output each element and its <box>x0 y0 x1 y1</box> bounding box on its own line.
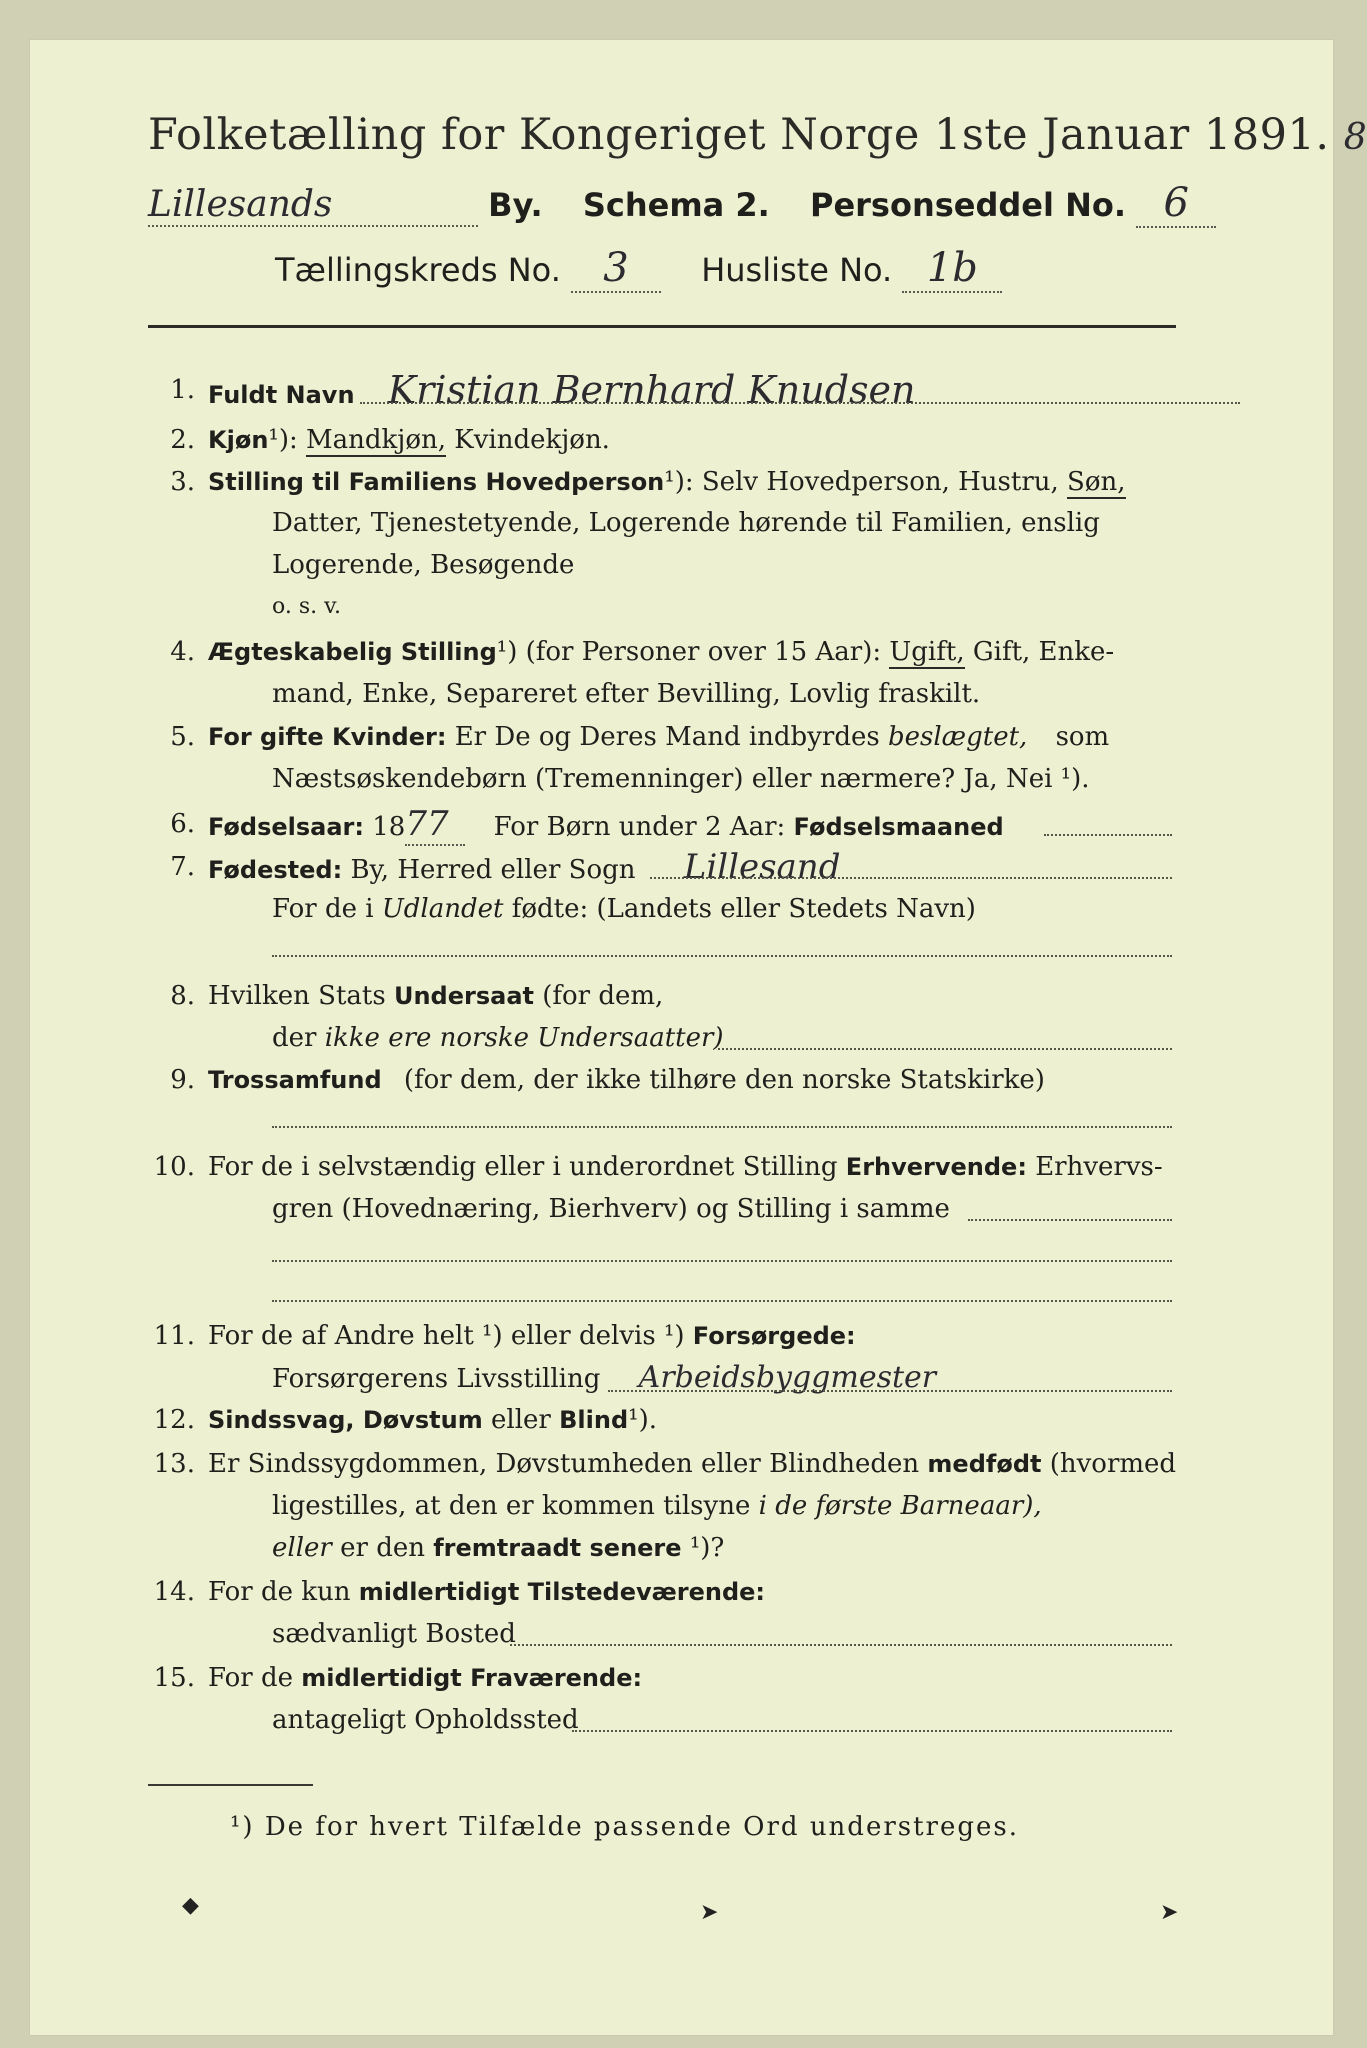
item-3-line-2: Datter, Tjenestetyende, Logerende hørende til Familien, enslig <box>272 508 1100 538</box>
full-name-line <box>360 402 1240 404</box>
item-7-line-2 <box>272 889 976 929</box>
item-3-line-3: Logerende, Besøgende <box>272 550 575 580</box>
occupation-erhvervs: Erhvervs- <box>1035 1152 1163 1182</box>
citizenship-der: der <box>272 1023 317 1053</box>
item-5-number: 5. <box>170 722 195 752</box>
gender-male-underlined: Mandkjøn, <box>306 425 446 455</box>
item-10-line-1 <box>208 1147 1163 1187</box>
temp-absent-label: midlertidigt Fraværende: <box>301 1664 643 1692</box>
item-8-line-2 <box>272 1018 724 1058</box>
item-2 <box>208 420 610 460</box>
congenital-line2: ligestilles, at den er kommen tilsyne <box>272 1491 751 1521</box>
item-15-line-1 <box>208 1658 642 1698</box>
item-14-line-1 <box>208 1572 765 1612</box>
footnote: ¹) De for hvert Tilfælde passende Ord understreges. <box>230 1812 1020 1842</box>
birthplace-value: Lillesand <box>683 847 841 887</box>
usual-residence-line <box>510 1644 1172 1646</box>
married-women-prefix: For <box>208 723 252 751</box>
item-7-number: 7. <box>170 852 195 882</box>
married-women-label: gifte Kvinder: <box>260 723 447 751</box>
birthplace-question: By, Herred eller Sogn <box>350 855 636 885</box>
item-9-number: 9. <box>170 1065 195 1095</box>
occupation-line-2 <box>272 1260 1172 1262</box>
form-title <box>148 110 1367 160</box>
punch-mark-left-icon: ◆ <box>182 1893 199 1918</box>
family-position-label: Stilling til Familiens Hovedperson <box>208 468 665 496</box>
taellingskreds-label: Tællingskreds No. <box>275 251 561 289</box>
item-8-number: 8. <box>170 981 195 1011</box>
birth-month-label: Fødselsmaaned <box>793 813 1004 841</box>
item-15-line-2: antageligt Opholdssted <box>272 1705 579 1735</box>
item-11-line-1 <box>208 1316 856 1356</box>
probable-residence-line <box>572 1730 1172 1732</box>
congenital-label: medfødt <box>927 1450 1042 1478</box>
congenital-line3: er den <box>340 1533 425 1563</box>
congenital-question: Er Sindssygdommen, Døvstumheden eller Blindheden <box>208 1449 920 1479</box>
item-13-line-2 <box>272 1486 1042 1526</box>
item-1-number: 1. <box>170 375 195 405</box>
item-3-line-4: o. s. v. <box>272 594 341 619</box>
footnote-rule <box>148 1784 313 1786</box>
birth-year-label: Fødselsaar: <box>208 813 364 841</box>
header-row-counts <box>275 245 1175 295</box>
item-4-line-1 <box>208 632 1114 672</box>
disability-eller: eller <box>491 1405 551 1435</box>
full-name-value: Kristian Bernhard Knudsen <box>387 368 916 412</box>
provider-occupation-value: Arbeidsbyggmester <box>638 1360 937 1395</box>
provider-occupation-line <box>608 1388 1172 1392</box>
item-13-number: 13. <box>153 1449 195 1479</box>
congenital-sup: ¹)? <box>689 1533 725 1563</box>
schema-label: Schema 2. <box>582 186 770 224</box>
item-9 <box>208 1060 1045 1100</box>
blind-label: Blind <box>559 1406 629 1434</box>
citizenship-italic: ikke ere norske Undersaatter) <box>324 1023 724 1053</box>
family-position-son-underlined: Søn, <box>1067 467 1126 497</box>
abroad-line <box>272 955 1172 957</box>
item-4-line-2: mand, Enke, Separeret efter Bevilling, Lovlig fraskilt. <box>272 679 981 709</box>
marital-status-sup: ¹) <box>496 637 518 667</box>
marital-status-label: Ægteskabelig Stilling <box>208 638 497 666</box>
item-14-number: 14. <box>153 1577 195 1607</box>
disability-sup: ¹). <box>628 1405 657 1435</box>
item-15-number: 15. <box>153 1663 195 1693</box>
header-divider <box>148 325 1176 328</box>
citizenship-label: Undersaat <box>393 982 534 1010</box>
birthplace-label: Fødested: <box>208 856 343 884</box>
item-3-number: 3. <box>170 467 195 497</box>
acquired-later-label: fremtraadt senere <box>433 1534 682 1562</box>
item-10-number: 10. <box>153 1152 195 1182</box>
item-14-line-2: sædvanligt Bosted <box>272 1619 516 1649</box>
item-1 <box>208 370 916 415</box>
marital-status-condition: (for Personer over 15 Aar): <box>525 637 882 667</box>
family-position-sup: ¹): <box>664 467 694 497</box>
husliste-number: 1b <box>902 245 1002 293</box>
birth-year-value: 77 <box>405 804 465 846</box>
gender-sup: ¹): <box>268 425 298 455</box>
gender-female: Kvindekjøn. <box>446 425 610 455</box>
abroad-italic: Udlandet <box>381 894 504 924</box>
item-6 <box>208 804 1004 847</box>
abroad-question: fødte: (Landets eller Stedets Navn) <box>511 894 976 924</box>
gender-label: Kjøn <box>208 426 269 454</box>
item-6-number: 6. <box>170 809 195 839</box>
temp-present-prefix: For de kun <box>208 1577 351 1607</box>
birth-month-condition: For Børn under 2 Aar: <box>493 812 786 842</box>
taellingskreds-number: 3 <box>571 245 661 293</box>
temp-absent-prefix: For de <box>208 1663 293 1693</box>
family-position-options: Selv Hovedperson, Hustru, <box>701 467 1059 497</box>
birthplace-line <box>650 877 1172 879</box>
full-name-label: Fuldt Navn <box>208 381 355 409</box>
by-label: By. <box>488 186 543 224</box>
occupation-label: Erhvervende: <box>845 1153 1027 1181</box>
congenital-hvormed: (hvormed <box>1049 1449 1177 1479</box>
item-13-line-1 <box>208 1444 1176 1484</box>
congenital-eller: eller <box>272 1533 332 1563</box>
birth-year-prefix: 18 <box>372 812 406 842</box>
supported-prefix: For de af Andre helt ¹) eller delvis ¹) <box>208 1321 685 1351</box>
personseddel-number: 6 <box>1136 180 1216 228</box>
item-11-line-2 <box>272 1358 936 1399</box>
item-11-number: 11. <box>153 1321 195 1351</box>
item-13-line-3 <box>272 1528 724 1568</box>
marital-status-options: Gift, Enke- <box>972 637 1115 667</box>
form-title-text: Folketælling for Kongeriget Norge 1ste Januar 1891. <box>148 110 1330 160</box>
citizenship-condition: (for dem, <box>542 981 664 1011</box>
marital-status-unmarried-underlined: Ugift, <box>889 637 965 667</box>
religion-line <box>272 1126 1172 1128</box>
item-5-line-1 <box>208 717 1109 757</box>
married-women-related: beslægtet, <box>887 722 1028 752</box>
religion-condition: (for dem, der ikke tilhøre den norske Statskirke) <box>403 1065 1045 1095</box>
town-name-handwritten: Lillesands <box>148 184 478 227</box>
punch-mark-right-icon: ➤ <box>1160 1900 1179 1925</box>
occupation-line-3 <box>272 1300 1172 1302</box>
item-12-number: 12. <box>153 1405 195 1435</box>
header-row-town <box>148 180 1189 230</box>
title-handwritten-mark: 8 <box>1343 117 1367 158</box>
married-women-question: Er De og Deres Mand indbyrdes <box>454 722 880 752</box>
religion-label: Trossamfund <box>208 1066 382 1094</box>
birth-month-line <box>1044 834 1172 836</box>
citizenship-line <box>718 1048 1172 1050</box>
provider-occupation-label: Forsørgerens Livsstilling <box>272 1364 601 1394</box>
occupation-line-1 <box>968 1219 1172 1221</box>
occupation-prefix: For de i selvstændig eller i underordnet Stilling <box>208 1152 838 1182</box>
item-12 <box>208 1400 657 1440</box>
punch-mark-center-icon: ➤ <box>700 1900 719 1925</box>
abroad-prefix: For de i <box>272 894 374 924</box>
congenital-line2-italic: i de første Barneaar), <box>758 1491 1042 1521</box>
citizenship-prefix: Hvilken Stats <box>208 981 386 1011</box>
disability-label: Sindssvag, Døvstum <box>208 1406 483 1434</box>
temp-present-label: midlertidigt Tilstedeværende: <box>358 1578 766 1606</box>
item-8-line-1 <box>208 976 663 1016</box>
item-10-line-2: gren (Hovednæring, Bierhverv) og Stilling i samme <box>272 1194 950 1224</box>
supported-label: Forsørgede: <box>692 1322 856 1350</box>
item-2-number: 2. <box>170 425 195 455</box>
husliste-label: Husliste No. <box>701 251 893 289</box>
item-7-line-1 <box>208 847 840 890</box>
married-women-som: som <box>1055 722 1110 752</box>
personseddel-label: Personseddel No. <box>809 186 1127 224</box>
item-3-line-1 <box>208 462 1126 502</box>
item-4-number: 4. <box>170 637 195 667</box>
item-5-line-2: Næstsøskendebørn (Tremenninger) eller nærmere? Ja, Nei ¹). <box>272 764 1090 794</box>
